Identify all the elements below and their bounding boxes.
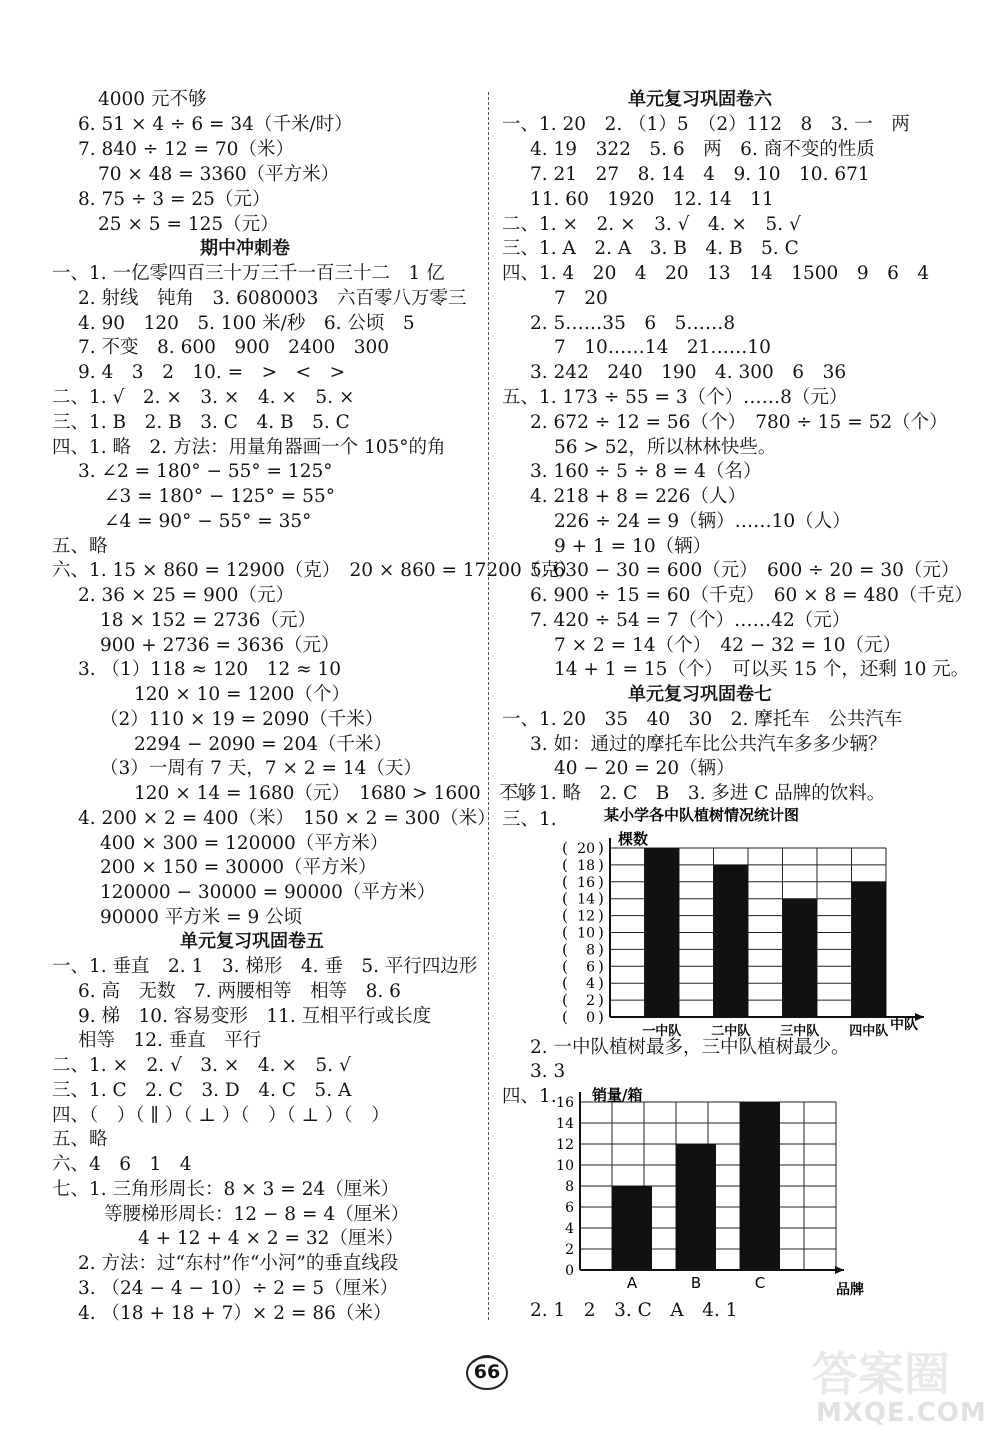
y-tick-label: 16 [577, 874, 595, 891]
x-tick-label: C [754, 1274, 766, 1292]
page-number-badge [464, 1352, 510, 1392]
answer-line: 9. 4 3 2 10. = > < > [78, 362, 346, 383]
answer-line: 六、4 6 1 4 [52, 1154, 192, 1175]
answer-line: 3. （1）118 ≈ 120 12 ≈ 10 [78, 659, 342, 680]
answer-line: 2. 1 2 3. C A 4. 1 [530, 1300, 738, 1321]
answer-line: 90000 平方米 = 9 公顷 [100, 907, 303, 928]
y-axis-label: 棵数 [618, 830, 649, 848]
answer-line: 7 × 2 = 14（个） 42 − 32 = 10（元） [554, 635, 902, 656]
answer-line: 4. 19 322 5. 6 两 6. 商不变的性质 [530, 139, 875, 160]
section-title: 期中冲刺卷 [200, 238, 290, 259]
x-axis-label: 中队 [890, 1017, 918, 1033]
answer-line: 3. ∠2 = 180° − 55° = 125° [78, 461, 333, 482]
section-title: 单元复习巩固卷七 [628, 684, 772, 705]
x-tick-label: 四中队 [849, 1024, 889, 1039]
answer-line: 400 × 300 = 120000（平方米） [100, 833, 389, 854]
answer-line: 一、1. 垂直 2. 1 3. 梯形 4. 垂 5. 平行四边形 [52, 956, 478, 977]
y-tick-paren: ) [598, 974, 604, 993]
column-divider [488, 92, 489, 1320]
answer-line: 二、1. × 2. √ 3. × 4. × 5. √ [52, 1055, 351, 1076]
answer-line: 120000 − 30000 = 90000（平方米） [100, 882, 436, 903]
answer-line: 三、1. A 2. A 3. B 4. B 5. C [502, 238, 799, 259]
answer-line: 7. 不变 8. 600 900 2400 300 [78, 337, 390, 358]
y-tick-paren: ( [562, 839, 568, 857]
bar [714, 865, 749, 1017]
answer-line: 2. 射线 钝角 3. 6080003 六百零八万零三 [78, 288, 467, 309]
answer-line: 一、1. 一亿零四百三十万三千一百三十二 1 亿 [52, 263, 445, 284]
y-tick-label: 14 [556, 1116, 574, 1132]
y-tick-paren: ) [598, 923, 604, 942]
bar [852, 882, 887, 1017]
y-tick-label: 0 [586, 1010, 595, 1026]
y-tick-label: 20 [577, 841, 595, 857]
answer-line: 2. 方法：过“东村”作“小河”的垂直线段 [78, 1253, 399, 1274]
answer-line: 四、（ ）（ ∥ ）（ ⊥ ）（ ）（ ⊥ ）（ ） [52, 1105, 390, 1126]
y-tick-label: 0 [565, 1263, 574, 1279]
y-tick-paren: ) [598, 855, 604, 874]
y-axis-label: 销量/箱 [592, 1086, 643, 1104]
answer-line: 4 + 12 + 4 × 2 = 32（厘米） [138, 1228, 404, 1249]
answer-line: 2. 一中队植树最多，三中队植树最少。 [530, 1037, 850, 1058]
y-tick-label: 10 [577, 925, 595, 942]
y-tick-paren: ( [562, 940, 568, 959]
answer-line: 4. 218 + 8 = 226（人） [530, 486, 746, 507]
y-tick-label: 16 [556, 1095, 574, 1111]
y-tick-label: 18 [577, 857, 595, 874]
answer-line: 9. 梯 10. 容易变形 11. 互相平行或长度 [78, 1006, 432, 1027]
y-tick-label: 10 [556, 1158, 574, 1174]
y-tick-paren: ( [562, 872, 568, 891]
tree-planting-bar-chart [552, 802, 992, 1039]
answer-line: 4. （18 + 18 + 7）× 2 = 86（米） [78, 1303, 392, 1324]
answer-line: 一、1. 20 35 40 30 2. 摩托车 公共汽车 [502, 709, 903, 730]
answer-line: 二、1. 略 2. C B 3. 多进 C 品牌的饮料。 [502, 783, 886, 804]
answer-line: 5. 630 − 30 = 600（元） 600 ÷ 20 = 30（元） [530, 560, 960, 581]
answer-line: 11. 60 1920 12. 14 11 [530, 189, 774, 210]
answer-line: 3. 242 240 190 4. 300 6 36 [530, 362, 847, 383]
y-tick-paren: ) [598, 872, 604, 891]
bar [783, 899, 818, 1017]
answer-line: （2）110 × 19 = 2090（千米） [100, 709, 384, 730]
y-tick-label: 6 [586, 959, 595, 976]
section-title: 单元复习巩固卷五 [180, 931, 324, 952]
answer-line: 4000 元不够 [98, 89, 207, 110]
watermark-text: MXQE.COM [816, 1398, 987, 1428]
x-tick-label: A [626, 1274, 638, 1292]
y-tick-paren: ( [562, 889, 568, 908]
answer-line: 7. 21 27 8. 14 4 9. 10 10. 671 [530, 164, 870, 185]
y-tick-paren: ) [598, 906, 604, 925]
y-tick-label: 12 [556, 1137, 574, 1153]
y-tick-paren: ( [562, 906, 568, 925]
answer-line: 四、1. 4 20 4 20 13 14 1500 9 6 4 [502, 263, 930, 284]
y-tick-paren: ) [598, 889, 604, 908]
y-tick-paren: ( [562, 957, 568, 976]
bar [676, 1144, 716, 1270]
answer-line: 4. 90 120 5. 100 米/秒 6. 公顷 5 [78, 313, 415, 334]
answer-line: 56 > 52，所以林林快些。 [554, 437, 777, 458]
answer-line: 五、1. 173 ÷ 55 = 3（个）……8（元） [502, 387, 848, 408]
answer-line: 四、1. [502, 1086, 557, 1107]
answer-line: 18 × 152 = 2736（元） [100, 610, 316, 631]
answer-line: 6. 高 无数 7. 两腰相等 相等 8. 6 [78, 981, 401, 1002]
y-tick-label: 14 [577, 891, 595, 908]
answer-line: 40 − 20 = 20（辆） [554, 758, 735, 779]
y-tick-paren: ( [562, 855, 568, 874]
answer-line: 7. 840 ÷ 12 = 70（米） [78, 139, 294, 160]
answer-line: 4. 200 × 2 = 400（米） 150 × 2 = 300（米） [78, 808, 496, 829]
x-axis-arrow [835, 1266, 844, 1274]
sales-bar-chart [544, 1080, 904, 1296]
y-tick-label: 4 [565, 1221, 574, 1237]
section-title: 单元复习巩固卷六 [628, 89, 772, 110]
answer-line: 2. 672 ÷ 12 = 56（个） 780 ÷ 15 = 52（个） [530, 412, 948, 433]
answer-line: 六、1. 15 × 860 = 12900（克） 20 × 860 = 17200（克） [52, 560, 578, 581]
x-tick-label: 二中队 [711, 1024, 751, 1039]
answer-line: 三、1. C 2. C 3. D 4. C 5. A [52, 1080, 352, 1101]
answer-line: 25 × 5 = 125（元） [98, 214, 279, 235]
answer-line: 二、1. × 2. × 3. √ 4. × 5. √ [502, 214, 801, 235]
answer-line: 五、略 [52, 536, 108, 557]
y-tick-paren: ) [598, 940, 604, 959]
answer-line: 2294 − 2090 = 204（千米） [134, 734, 392, 755]
y-tick-paren: ( [562, 1008, 568, 1026]
answer-line: 900 + 2736 = 3636（元） [100, 635, 340, 656]
y-tick-paren: ( [562, 923, 568, 942]
y-tick-paren: ( [562, 974, 568, 993]
y-tick-label: 2 [565, 1242, 574, 1258]
x-tick-label: 一中队 [642, 1024, 682, 1039]
y-tick-paren: ) [598, 957, 604, 976]
answer-line: 二、1. √ 2. × 3. × 4. × 5. × [52, 387, 355, 408]
answer-line: 等腰梯形周长：12 − 8 = 4（厘米） [104, 1204, 410, 1225]
answer-line: 3. 3 [530, 1061, 566, 1082]
y-tick-label: 8 [565, 1179, 574, 1195]
answer-line: 120 × 10 = 1200（个） [134, 684, 350, 705]
answer-line: 三、1. B 2. B 3. C 4. B 5. C [52, 412, 350, 433]
answer-line: 四、1. 略 2. 方法：用量角器画一个 105°的角 [52, 437, 446, 458]
answer-line: 2. 5……35 6 5……8 [530, 313, 736, 334]
y-tick-label: 4 [586, 976, 595, 993]
chart-title: 某小学各中队植树情况统计图 [604, 806, 800, 824]
answer-line: 3. （24 − 4 − 10）÷ 2 = 5（厘米） [78, 1278, 399, 1299]
answer-line: 226 ÷ 24 = 9（辆）……10（人） [554, 511, 851, 532]
answer-line: 9 + 1 = 10（辆） [554, 536, 712, 557]
watermark [806, 1338, 994, 1432]
answer-line: 五、略 [52, 1129, 108, 1150]
watermark-logo: 答案圈 [812, 1347, 950, 1401]
y-tick-label: 6 [565, 1200, 574, 1216]
answer-line: 7. 420 ÷ 54 = 7（个）……42（元） [530, 610, 851, 631]
answer-line: 120 × 14 = 1680（元） 1680 > 1600 不够 [134, 783, 537, 804]
answer-line: ∠3 = 180° − 125° = 55° [104, 486, 335, 507]
bar [612, 1186, 652, 1270]
answer-line: 8. 75 ÷ 3 = 25（元） [78, 189, 271, 210]
bar [740, 1102, 780, 1270]
y-tick-label: 2 [586, 993, 595, 1010]
answer-line: 14 + 1 = 15（个） 可以买 15 个，还剩 10 元。 [554, 659, 970, 680]
answer-line: （3）一周有 7 天，7 × 2 = 14（天） [100, 758, 422, 779]
x-tick-label: 三中队 [780, 1024, 820, 1039]
answer-line: 3. 160 ÷ 5 ÷ 8 = 4（名） [530, 461, 762, 482]
answer-line: 6. 51 × 4 ÷ 6 = 34（千米/时） [78, 114, 353, 135]
answer-line: ∠4 = 90° − 55° = 35° [104, 511, 312, 532]
answer-line: 七、1. 三角形周长：8 × 3 = 24（厘米） [52, 1179, 400, 1200]
bar [645, 848, 680, 1017]
page-number: 66 [473, 1361, 501, 1383]
answer-line: 70 × 48 = 3360（平方米） [98, 164, 340, 185]
answer-line: 相等 12. 垂直 平行 [78, 1030, 262, 1051]
y-tick-paren: ) [598, 991, 604, 1010]
chart2-svg [544, 1080, 904, 1296]
y-tick-label: 8 [586, 942, 595, 959]
y-tick-paren: ) [598, 1008, 604, 1026]
x-tick-label: B [690, 1274, 702, 1292]
chart1-svg [552, 802, 992, 1039]
y-tick-label: 12 [577, 908, 595, 925]
answer-line: 7 10……14 21……10 [554, 337, 771, 358]
answer-line: 200 × 150 = 30000（平方米） [100, 857, 377, 878]
answer-line: 2. 36 × 25 = 900（元） [78, 585, 294, 606]
y-tick-paren: ) [598, 839, 604, 857]
y-tick-paren: ( [562, 991, 568, 1010]
answer-line: 三、1. [502, 809, 557, 830]
answer-line: 7 20 [554, 288, 608, 309]
answer-line: 3. 如：通过的摩托车比公共汽车多多少辆？ [530, 734, 887, 755]
x-axis-label: 品牌 [836, 1282, 864, 1298]
answer-line: 一、1. 20 2. （1）5 （2）112 8 3. 一 两 [502, 114, 910, 135]
answer-line: 6. 900 ÷ 15 = 60（千克） 60 × 8 = 480（千克） [530, 585, 973, 606]
